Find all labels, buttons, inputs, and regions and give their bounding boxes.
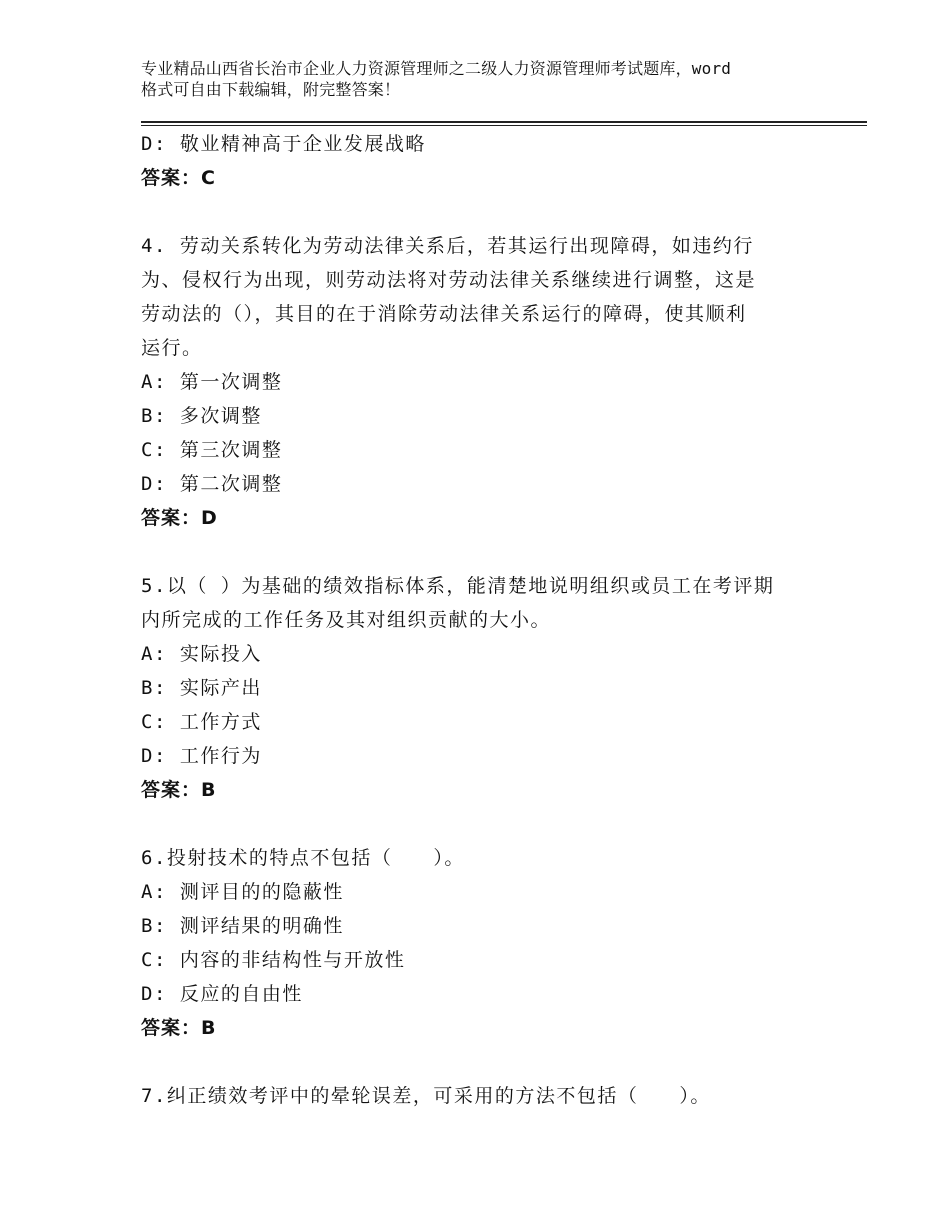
question-6-line-1: 6.投射技术的特点不包括（ ）。 [141, 847, 465, 869]
question-4-option-b: B: 多次调整 [141, 405, 262, 427]
question-7 [141, 1079, 821, 1113]
question-5-option-b: B: 实际产出 [141, 677, 262, 699]
question-4-line-2: 为、侵权行为出现，则劳动法将对劳动法律关系继续进行调整，这是 [141, 269, 757, 291]
question-4-option-d: D: 第二次调整 [141, 473, 283, 495]
header-title-line-2: 格式可自由下载编辑，附完整答案！ [141, 80, 401, 99]
spacer [141, 535, 821, 569]
question-6-option-a: A: 测评目的的隐蔽性 [141, 881, 344, 903]
question-5-option-c: C: 工作方式 [141, 711, 262, 733]
question-6-option-b: B: 测评结果的明确性 [141, 915, 344, 937]
header-divider-thin [141, 125, 867, 126]
question-7-line-1: 7.纠正绩效考评中的晕轮误差，可采用的方法不包括（ ）。 [141, 1085, 711, 1107]
question-6 [141, 841, 821, 1045]
question-5-option-d: D: 工作行为 [141, 745, 262, 767]
spacer [141, 1045, 821, 1079]
question-5-option-a: A: 实际投入 [141, 643, 262, 665]
question-4-line-4: 运行。 [141, 337, 203, 359]
question-5-line-1: 5.以（ ）为基础的绩效指标体系，能清楚地说明组织或员工在考评期 [141, 575, 775, 597]
question-5-answer: 答案：B [141, 779, 217, 801]
question-4 [141, 229, 821, 535]
question-4-answer: 答案：D [141, 507, 218, 529]
question-4-line-3: 劳动法的（），其目的在于消除劳动法律关系运行的障碍，使其顺利 [141, 303, 747, 325]
question-5 [141, 569, 821, 807]
question-6-answer: 答案：B [141, 1017, 217, 1039]
question-4-line-1: 4. 劳动关系转化为劳动法律关系后，若其运行出现障碍，如违约行 [141, 235, 754, 257]
question-content [141, 127, 821, 1113]
question-6-option-c: C: 内容的非结构性与开放性 [141, 949, 406, 971]
prev-answer: 答案：C [141, 167, 216, 189]
spacer [141, 195, 821, 229]
question-4-option-c: C: 第三次调整 [141, 439, 283, 461]
question-6-option-d: D: 反应的自由性 [141, 983, 303, 1005]
spacer [141, 807, 821, 841]
question-4-option-a: A: 第一次调整 [141, 371, 283, 393]
question-5-line-2: 内所完成的工作任务及其对组织贡献的大小。 [141, 609, 552, 631]
header-title-line-1: 专业精品山西省长治市企业人力资源管理师之二级人力资源管理师考试题库，word [141, 59, 732, 78]
header-divider-thick [141, 121, 867, 123]
prev-option-d: D: 敬业精神高于企业发展战略 [141, 133, 426, 155]
document-header [141, 58, 841, 100]
